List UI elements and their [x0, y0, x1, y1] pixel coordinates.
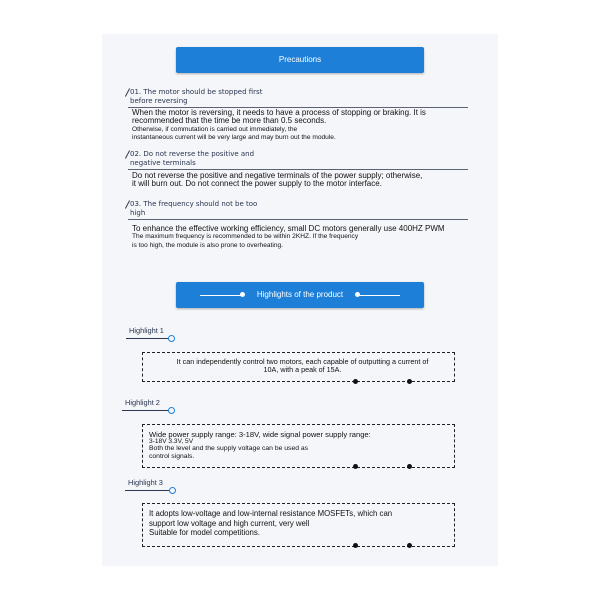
- highlight-2-text: [149, 431, 371, 460]
- circle-marker-icon: [168, 407, 175, 414]
- precaution-2-heading-line1: 02. Do not reverse the positive and: [130, 150, 255, 158]
- precaution-1-body: [132, 109, 426, 142]
- precautions-banner: [176, 47, 424, 73]
- highlight-3-line: It adopts low-voltage and low-internal resistance MOSFETs, which can: [149, 509, 393, 518]
- precautions-title: Precautions: [278, 55, 322, 64]
- precaution-2-body: [132, 172, 422, 189]
- precaution-1-heading-line1: 01. The motor should be stopped first: [130, 88, 263, 96]
- precaution-1-line: When the motor is reversing, it needs to have a process of stopping or braking. It is: [132, 108, 426, 117]
- highlight-2-line: Both the level and the supply voltage can be used as: [149, 445, 309, 453]
- highlights-title: Highlights of the product: [256, 290, 344, 299]
- bullet-dot-icon: [353, 379, 358, 384]
- highlight-2-box: [142, 424, 455, 468]
- bullet-dot-icon: [407, 379, 412, 384]
- highlights-banner: [176, 282, 424, 308]
- precaution-2-heading-line2: negative terminals: [130, 159, 196, 167]
- banner-line-right: [358, 295, 400, 296]
- circle-marker-icon: [169, 487, 176, 494]
- circle-marker-icon: [168, 335, 175, 342]
- highlight-2-line: Wide power supply range: 3-18V, wide signal power supply range:: [149, 430, 371, 439]
- precaution-3-line: is too high, the module is also prone to overheating.: [132, 241, 284, 249]
- precaution-3-heading: [130, 200, 257, 218]
- bullet-dot-icon: [353, 464, 358, 469]
- highlight-3-label: Highlight 3: [128, 478, 163, 487]
- highlight-3-text: [149, 509, 392, 538]
- precaution-1-heading-line2: before reversing: [130, 97, 188, 105]
- precaution-3-line: To enhance the effective working efficiency, small DC motors generally use 400HZ PWM: [132, 224, 445, 233]
- bullet-dot-icon: [407, 464, 412, 469]
- precaution-1-line: instantaneous current will be very large and may burn out the module.: [132, 133, 336, 141]
- precaution-3-body: [132, 225, 445, 250]
- highlight-3-box: [142, 503, 455, 547]
- precaution-2-heading: [130, 150, 254, 168]
- highlight-2-line: 3-18V 3.3V, 5V: [149, 438, 194, 446]
- precaution-3-line: The maximum frequency is recommended to be within 2KHZ. If the frequency: [132, 233, 359, 241]
- precaution-1-line: Otherwise, if commutation is carried out immediately, the: [132, 125, 298, 133]
- precaution-3-heading-line1: 03. The frequency should not be too: [130, 200, 258, 208]
- highlight-1-line: It can independently control two motors, each capable of outputting a current of: [176, 357, 429, 366]
- highlight-1-box: [142, 352, 455, 382]
- precaution-2-line: it will burn out. Do not connect the power supply to the motor interface.: [132, 179, 382, 189]
- precaution-1-heading: [130, 88, 262, 106]
- bullet-dot-icon: [353, 543, 358, 548]
- highlight-1-text: [157, 358, 448, 375]
- highlight-2-underline: [122, 410, 170, 411]
- highlight-3-line: Suitable for model competitions.: [149, 528, 260, 538]
- highlight-2-label: Highlight 2: [125, 398, 160, 407]
- highlight-1-underline: [126, 338, 171, 339]
- precaution-3-heading-line2: high: [130, 209, 146, 217]
- precaution-3-rule: [128, 219, 468, 220]
- highlight-2-line: control signals.: [149, 452, 195, 460]
- highlight-3-line: support low voltage and high current, very well: [149, 518, 310, 528]
- precaution-2-line: Do not reverse the positive and negative terminals of the power supply; otherwise,: [132, 171, 423, 180]
- precaution-1-line: recommended that the time be more than 0.5 seconds.: [132, 116, 327, 126]
- highlight-1-line: 10A, with a peak of 15A.: [263, 365, 342, 375]
- highlight-3-underline: [125, 490, 172, 491]
- highlight-1-label: Highlight 1: [129, 326, 164, 335]
- precaution-2-rule: [128, 169, 468, 170]
- bullet-dot-icon: [407, 543, 412, 548]
